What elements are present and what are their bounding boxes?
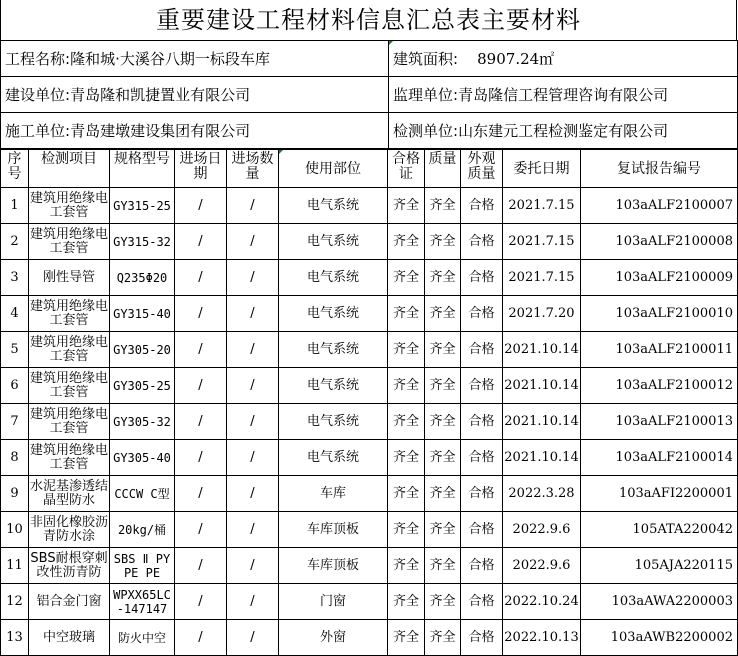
cell-date-in[interactable]: / <box>175 512 227 548</box>
supervisor-cell[interactable] <box>389 77 738 113</box>
cell-appearance[interactable]: 合格 <box>461 260 503 296</box>
cell-qty[interactable]: / <box>227 368 279 404</box>
table-row <box>1 512 738 548</box>
cell-quality[interactable]: 齐全 <box>425 476 461 512</box>
cell-location[interactable]: 车库顶板 <box>279 512 388 548</box>
cell-location[interactable]: 外窗 <box>279 620 388 656</box>
cell-commission-date[interactable]: 2022.9.6 <box>503 512 581 548</box>
cell-date-in[interactable]: / <box>175 296 227 332</box>
cell-quality[interactable]: 齐全 <box>425 296 461 332</box>
cell-location[interactable]: 电气系统 <box>279 224 388 260</box>
cell-appearance[interactable]: 合格 <box>461 476 503 512</box>
cell-no[interactable]: 13 <box>1 620 29 656</box>
table-row <box>1 620 738 656</box>
cell-item[interactable]: 中空玻璃 <box>29 620 110 656</box>
cell-date-in[interactable]: / <box>175 224 227 260</box>
cell-commission-date[interactable]: 2021.10.14 <box>503 404 581 440</box>
col-header-item: 检测项目 <box>29 150 110 188</box>
cell-date-in[interactable]: / <box>175 584 227 620</box>
cell-cert[interactable]: 齐全 <box>388 224 425 260</box>
cell-commission-date[interactable]: 2021.10.14 <box>503 368 581 404</box>
cell-quality[interactable]: 齐全 <box>425 548 461 584</box>
cell-cert[interactable]: 齐全 <box>388 332 425 368</box>
table-row <box>1 224 738 260</box>
cell-location[interactable]: 电气系统 <box>279 368 388 404</box>
cell-report-no[interactable]: 103aAWB2200002 <box>581 620 738 656</box>
cell-location[interactable]: 电气系统 <box>279 440 388 476</box>
cell-no[interactable]: 10 <box>1 512 29 548</box>
cell-location[interactable]: 电气系统 <box>279 332 388 368</box>
col-header-date-in: 进场日期 <box>175 150 227 188</box>
cell-cert[interactable]: 齐全 <box>388 404 425 440</box>
cell-item[interactable]: 铝合金门窗 <box>29 584 110 620</box>
cell-item[interactable]: 非固化橡胶沥青防水涂 <box>29 512 110 548</box>
cell-no[interactable]: 5 <box>1 332 29 368</box>
builder-cell[interactable] <box>1 77 389 113</box>
cell-qty[interactable]: / <box>227 512 279 548</box>
project-info-table <box>0 40 738 149</box>
cell-appearance[interactable]: 合格 <box>461 548 503 584</box>
cell-qty[interactable]: / <box>227 296 279 332</box>
building-area-cell[interactable] <box>389 41 738 77</box>
cell-appearance[interactable]: 合格 <box>461 404 503 440</box>
cell-qty[interactable]: / <box>227 440 279 476</box>
cell-quality[interactable]: 齐全 <box>425 188 461 224</box>
cell-qty[interactable]: / <box>227 584 279 620</box>
cell-quality[interactable]: 齐全 <box>425 584 461 620</box>
cell-cert[interactable]: 齐全 <box>388 512 425 548</box>
cell-spec[interactable]: GY305-25 <box>110 368 175 404</box>
cell-qty[interactable]: / <box>227 260 279 296</box>
cell-cert[interactable]: 齐全 <box>388 548 425 584</box>
cell-no[interactable]: 9 <box>1 476 29 512</box>
cell-qty[interactable]: / <box>227 224 279 260</box>
cell-appearance[interactable]: 合格 <box>461 368 503 404</box>
col-header-report-no: 复试报告编号 <box>581 150 738 188</box>
cell-commission-date[interactable]: 2021.10.14 <box>503 440 581 476</box>
contractor-value: 青岛建墩建设集团有限公司 <box>70 121 251 140</box>
cell-commission-date[interactable]: 2021.7.20 <box>503 296 581 332</box>
cell-item[interactable]: 水泥基渗透结晶型防水 <box>29 476 110 512</box>
table-row <box>1 332 738 368</box>
cell-appearance[interactable]: 合格 <box>461 584 503 620</box>
project-name-label: 工程名称: <box>5 49 71 68</box>
cell-commission-date[interactable]: 2022.10.13 <box>503 620 581 656</box>
cell-report-no[interactable]: 103aALF2100014 <box>581 440 738 476</box>
cell-date-in[interactable]: / <box>175 476 227 512</box>
cell-spec[interactable]: GY305-32 <box>110 404 175 440</box>
cell-appearance[interactable]: 合格 <box>461 188 503 224</box>
cell-commission-date[interactable]: 2021.7.15 <box>503 224 581 260</box>
cell-qty[interactable]: / <box>227 404 279 440</box>
cell-no[interactable]: 4 <box>1 296 29 332</box>
table-row <box>1 548 738 584</box>
contractor-label: 施工单位: <box>5 121 71 140</box>
builder-value: 青岛隆和凯捷置业有限公司 <box>70 85 251 104</box>
cell-commission-date[interactable]: 2022.9.6 <box>503 548 581 584</box>
cell-qty[interactable]: / <box>227 548 279 584</box>
cell-cert[interactable]: 齐全 <box>388 620 425 656</box>
cell-item[interactable]: 刚性导管 <box>29 260 110 296</box>
cell-no[interactable]: 2 <box>1 224 29 260</box>
cell-cert[interactable]: 齐全 <box>388 260 425 296</box>
col-header-qty: 进场数量 <box>227 150 279 188</box>
cell-location[interactable]: 电气系统 <box>279 296 388 332</box>
cell-commission-date[interactable]: 2022.10.24 <box>503 584 581 620</box>
supervisor-label: 监理单位: <box>393 85 459 104</box>
cell-item[interactable]: 建筑用绝缘电工套管 <box>29 368 110 404</box>
cell-qty[interactable]: / <box>227 332 279 368</box>
cell-item[interactable]: 建筑用绝缘电工套管 <box>29 296 110 332</box>
cell-quality[interactable]: 齐全 <box>425 224 461 260</box>
cell-spec[interactable]: GY315-40 <box>110 296 175 332</box>
table-row <box>1 584 738 620</box>
col-header-no: 序号 <box>1 150 29 188</box>
cell-appearance[interactable]: 合格 <box>461 440 503 476</box>
table-row <box>1 296 738 332</box>
tester-cell[interactable] <box>389 113 738 149</box>
col-header-commission-date: 委托日期 <box>503 150 581 188</box>
cell-commission-date[interactable]: 2021.10.14 <box>503 332 581 368</box>
cell-item[interactable]: 建筑用绝缘电工套管 <box>29 188 110 224</box>
cell-report-no[interactable]: 103aALF2100010 <box>581 296 738 332</box>
cell-report-no[interactable]: 103aALF2100011 <box>581 332 738 368</box>
cell-no[interactable]: 11 <box>1 548 29 584</box>
cell-report-no[interactable]: 103aAFI2200001 <box>581 476 738 512</box>
tester-label: 检测单位: <box>393 121 459 140</box>
cell-location[interactable]: 车库 <box>279 476 388 512</box>
cell-spec[interactable]: 防火中空 <box>110 620 175 656</box>
table-row <box>1 404 738 440</box>
cell-spec[interactable]: WPXX65LC-147147 <box>110 584 175 620</box>
cell-report-no[interactable]: 105ATA220042 <box>581 512 738 548</box>
tester-value: 山东建元工程检测鉴定有限公司 <box>458 121 669 140</box>
col-header-location: 使用部位 <box>279 150 388 188</box>
cell-date-in[interactable]: / <box>175 404 227 440</box>
cell-no[interactable]: 12 <box>1 584 29 620</box>
col-header-quality: 质量 <box>425 150 461 188</box>
cell-cert[interactable]: 齐全 <box>388 476 425 512</box>
cell-cert[interactable]: 齐全 <box>388 188 425 224</box>
sheet-title: 重要建设工程材料信息汇总表主要材料 <box>0 0 737 40</box>
table-row <box>1 440 738 476</box>
cell-spec[interactable]: SBS Ⅱ PY PE PE <box>110 548 175 584</box>
cell-no[interactable]: 3 <box>1 260 29 296</box>
cell-item[interactable]: SBS耐根穿刺改性沥青防 <box>29 548 110 584</box>
cell-quality[interactable]: 齐全 <box>425 512 461 548</box>
cell-no[interactable]: 8 <box>1 440 29 476</box>
project-name-cell[interactable] <box>1 41 389 77</box>
col-header-appearance: 外观质量 <box>461 150 503 188</box>
cell-date-in[interactable]: / <box>175 368 227 404</box>
cell-date-in[interactable]: / <box>175 188 227 224</box>
cell-report-no[interactable]: 103aALF2100013 <box>581 404 738 440</box>
table-row <box>1 476 738 512</box>
building-area-value: 8907.24㎡ <box>477 49 555 68</box>
cell-item[interactable]: 建筑用绝缘电工套管 <box>29 440 110 476</box>
cell-spec[interactable]: GY315-32 <box>110 224 175 260</box>
table-header-row <box>1 150 738 188</box>
cell-report-no[interactable]: 103aALF2100009 <box>581 260 738 296</box>
col-header-spec: 规格型号 <box>110 150 175 188</box>
cell-report-no[interactable]: 103aALF2100008 <box>581 224 738 260</box>
cell-no[interactable]: 6 <box>1 368 29 404</box>
cell-location[interactable]: 车库顶板 <box>279 548 388 584</box>
cell-item[interactable]: 建筑用绝缘电工套管 <box>29 224 110 260</box>
cell-report-no[interactable]: 103aALF2100012 <box>581 368 738 404</box>
comment-marker-icon <box>389 41 393 45</box>
cell-qty[interactable]: / <box>227 620 279 656</box>
supervisor-value: 青岛隆信工程管理咨询有限公司 <box>458 85 669 104</box>
cell-quality[interactable]: 齐全 <box>425 620 461 656</box>
cell-spec[interactable]: Q235Φ20 <box>110 260 175 296</box>
cell-commission-date[interactable]: 2021.7.15 <box>503 260 581 296</box>
cell-appearance[interactable]: 合格 <box>461 620 503 656</box>
cell-location[interactable]: 电气系统 <box>279 188 388 224</box>
materials-table <box>0 149 738 656</box>
cell-spec[interactable]: GY315-25 <box>110 188 175 224</box>
cell-date-in[interactable]: / <box>175 260 227 296</box>
cell-spec[interactable]: GY305-40 <box>110 440 175 476</box>
cell-spec[interactable]: GY305-20 <box>110 332 175 368</box>
table-row <box>1 260 738 296</box>
cell-spec[interactable]: 20kg/桶 <box>110 512 175 548</box>
table-row <box>1 188 738 224</box>
cell-appearance[interactable]: 合格 <box>461 332 503 368</box>
cell-quality[interactable]: 齐全 <box>425 332 461 368</box>
cell-location[interactable]: 电气系统 <box>279 260 388 296</box>
cell-commission-date[interactable]: 2022.3.28 <box>503 476 581 512</box>
comment-marker-icon <box>279 150 283 154</box>
cell-report-no[interactable]: 105AJA220115 <box>581 548 738 584</box>
project-name-value: 隆和城·大溪谷八期一标段车库 <box>70 49 270 68</box>
cell-location[interactable]: 门窗 <box>279 584 388 620</box>
contractor-cell[interactable] <box>1 113 389 149</box>
cell-cert[interactable]: 齐全 <box>388 440 425 476</box>
cell-date-in[interactable]: / <box>175 332 227 368</box>
cell-appearance[interactable]: 合格 <box>461 296 503 332</box>
cell-item[interactable]: 建筑用绝缘电工套管 <box>29 404 110 440</box>
builder-label: 建设单位: <box>5 85 71 104</box>
col-header-cert: 合格证 <box>388 150 425 188</box>
cell-item[interactable]: 建筑用绝缘电工套管 <box>29 332 110 368</box>
cell-no[interactable]: 1 <box>1 188 29 224</box>
cell-report-no[interactable]: 103aALF2100007 <box>581 188 738 224</box>
cell-cert[interactable]: 齐全 <box>388 584 425 620</box>
cell-commission-date[interactable]: 2021.7.15 <box>503 188 581 224</box>
cell-appearance[interactable]: 合格 <box>461 512 503 548</box>
cell-quality[interactable]: 齐全 <box>425 440 461 476</box>
cell-cert[interactable]: 齐全 <box>388 368 425 404</box>
cell-appearance[interactable]: 合格 <box>461 224 503 260</box>
cell-quality[interactable]: 齐全 <box>425 260 461 296</box>
cell-spec[interactable]: CCCW C型 <box>110 476 175 512</box>
cell-report-no[interactable]: 103aAWA2200003 <box>581 584 738 620</box>
cell-qty[interactable]: / <box>227 476 279 512</box>
cell-date-in[interactable]: / <box>175 620 227 656</box>
cell-date-in[interactable]: / <box>175 440 227 476</box>
table-row <box>1 368 738 404</box>
cell-no[interactable]: 7 <box>1 404 29 440</box>
cell-cert[interactable]: 齐全 <box>388 296 425 332</box>
cell-quality[interactable]: 齐全 <box>425 404 461 440</box>
cell-quality[interactable]: 齐全 <box>425 368 461 404</box>
cell-location[interactable]: 电气系统 <box>279 404 388 440</box>
cell-qty[interactable]: / <box>227 188 279 224</box>
building-area-label: 建筑面积: <box>393 49 459 68</box>
cell-date-in[interactable]: / <box>175 548 227 584</box>
